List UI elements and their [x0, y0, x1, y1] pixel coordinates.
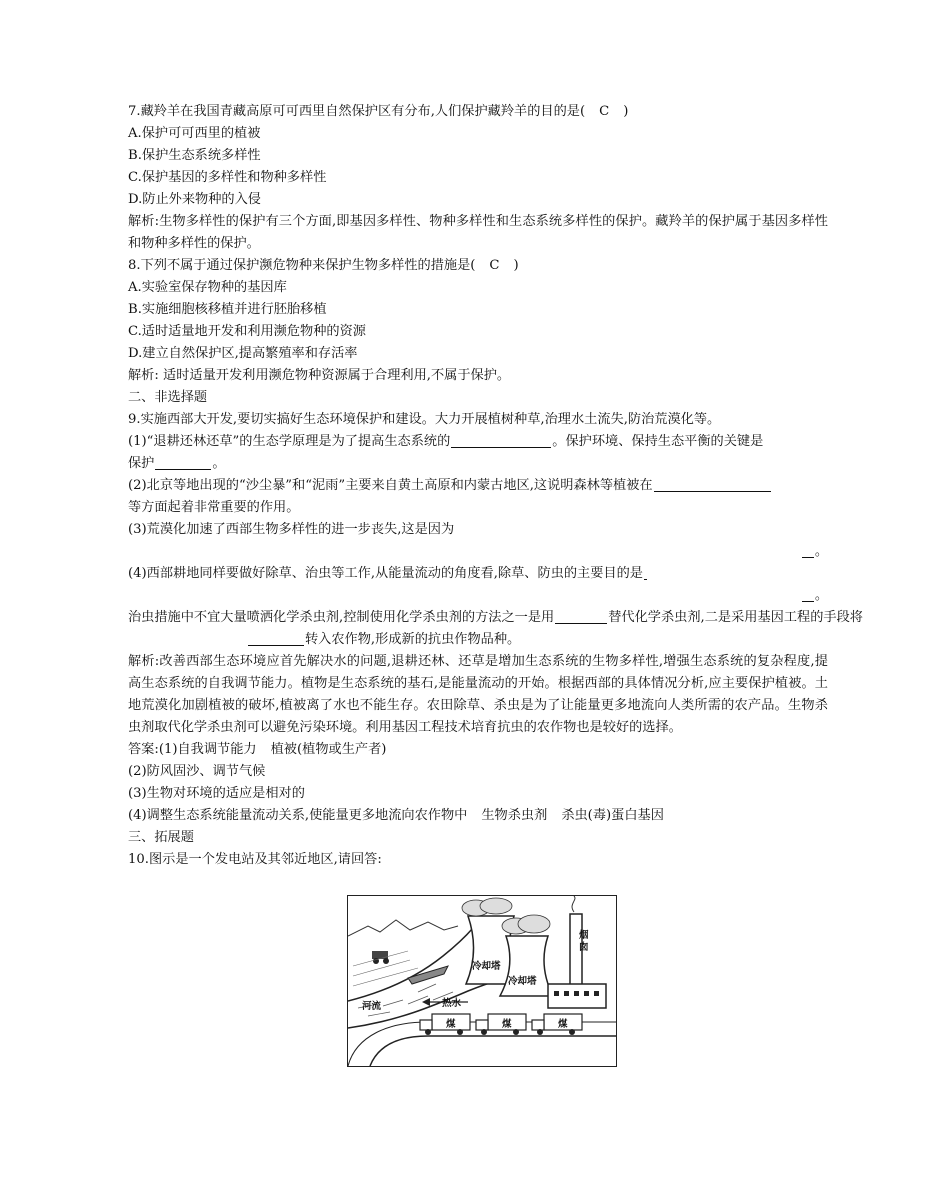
- q9-part1: (1)“退耕还林还草”的生态学原理是为了提高生态系统的 。保护环境、保持生态平衡的关键是: [128, 434, 764, 449]
- q7-option-b: B.保护生态系统多样性: [128, 148, 261, 163]
- q9-part2: (2)北京等地出现的“沙尘暴”和“泥雨”主要来自黄土高原和内蒙古地区,这说明森林等植被在: [128, 475, 828, 497]
- answer-blank: [802, 587, 814, 602]
- chimney-label: 烟囱: [579, 930, 589, 953]
- q10-stem: 10.图示是一个发电站及其邻近地区,请回答:: [128, 852, 382, 867]
- coal-truck-2-label: 煤: [502, 1019, 512, 1030]
- cooling-tower-2-label: 冷却塔: [508, 976, 537, 987]
- q9-part4: (4)西部耕地同样要做好除草、治虫等工作,从能量流动的角度看,除草、防虫的主要目的是: [128, 563, 828, 585]
- q7-stem: 7.藏羚羊在我国青藏高原可可西里自然保护区有分布,人们保护藏羚羊的目的是( C ): [128, 104, 629, 119]
- q9-part2-cont: 等方面起着非常重要的作用。: [128, 500, 300, 515]
- q7-answer: C: [599, 104, 610, 119]
- power-station-figure: [347, 895, 617, 1067]
- q8-option-c: C.适时适量地开发和利用濒危物种的资源: [128, 324, 366, 339]
- q9-answer-1: 答案:(1)自我调节能力 植被(植物或生产者): [128, 742, 387, 757]
- section-2-heading: 二、非选择题: [128, 390, 208, 405]
- q7-analysis: 解析:生物多样性的保护有三个方面,即基因多样性、物种多样性和生态系统多样性的保护。藏羚羊的保护属于基因多样性和物种多样性的保护。: [128, 214, 828, 251]
- q9-answer-4: (4)调整生态系统能量流动关系,使能量更多地流向农作物中 生物杀虫剂 杀虫(毒)蛋白基因: [128, 808, 664, 823]
- q8-answer: C: [489, 258, 500, 273]
- coal-truck-1-label: 煤: [446, 1019, 456, 1030]
- section-3-heading: 三、拓展题: [128, 830, 194, 845]
- q9-answer-3: (3)生物对环境的适应是相对的: [128, 786, 305, 801]
- hot-water-label: 热水: [442, 998, 462, 1009]
- answer-blank: [654, 477, 771, 492]
- answer-blank: [802, 543, 814, 558]
- q8-option-b: B.实施细胞核移植并进行胚胎移植: [128, 302, 327, 317]
- q9-part3-blank: 。: [128, 541, 828, 563]
- q9-part4-cont2: 转入农作物,形成新的抗虫作物品种。: [128, 629, 828, 651]
- q9-part4-blank: 。: [128, 585, 828, 607]
- q8-option-d: D.建立自然保护区,提高繁殖率和存活率: [128, 346, 358, 361]
- answer-blank: [248, 631, 304, 646]
- coal-truck-3-label: 煤: [558, 1019, 568, 1030]
- river-label: 河流: [362, 1001, 382, 1012]
- answer-blank: [155, 455, 211, 470]
- answer-blank: [555, 609, 607, 624]
- q9-part3: (3)荒漠化加速了西部生物多样性的进一步丧失,这是因为: [128, 522, 455, 537]
- power-station-illustration: [348, 896, 616, 1066]
- q9-part1-cont: 保护 。: [128, 456, 226, 471]
- q9-analysis: 解析:改善西部生态环境应首先解决水的问题,退耕还林、还草是增加生态系统的生物多样性,增强生态系统的复杂程度,提高生态系统的自我调节能力。植物是生态系统的基石,是能量流动的开始。根据西部的具体情况分析,应主要保护植被。土地荒漠化加剧植被的破坏,植被离了水也不能生存。农田除草、杀虫是为了让能量更多地流向人类所需的农产品。生物杀虫剂取代化学杀虫剂可以避免污染环境。利用基因工程技术培育抗虫的农作物也是较好的选择。: [128, 654, 828, 735]
- q9-part4-cont: 治虫措施中不宜大量喷洒化学杀虫剂,控制使用化学杀虫剂的方法之一是用 替代化学杀虫剂,二是采用基因工程的手段将: [128, 610, 863, 625]
- q7-option-c: C.保护基因的多样性和物种多样性: [128, 170, 327, 185]
- cooling-tower-1-label: 冷却塔: [472, 961, 501, 972]
- answer-blank: [451, 433, 551, 448]
- answer-blank: [644, 565, 647, 580]
- q9-answer-2: (2)防风固沙、调节气候: [128, 764, 266, 779]
- document-body: [128, 101, 863, 871]
- q9-stem: 9.实施西部大开发,要切实搞好生态环境保护和建设。大力开展植树种草,治理水土流失,防治荒漠化等。: [128, 412, 721, 427]
- q8-stem: 8.下列不属于通过保护濒危物种来保护生物多样性的措施是( C ): [128, 258, 519, 273]
- q8-option-a: A.实验室保存物种的基因库: [128, 280, 287, 295]
- q8-analysis: 解析: 适时适量开发利用濒危物种资源属于合理利用,不属于保护。: [128, 368, 511, 383]
- q7-option-d: D.防止外来物种的入侵: [128, 192, 261, 207]
- q7-option-a: A.保护可可西里的植被: [128, 126, 261, 141]
